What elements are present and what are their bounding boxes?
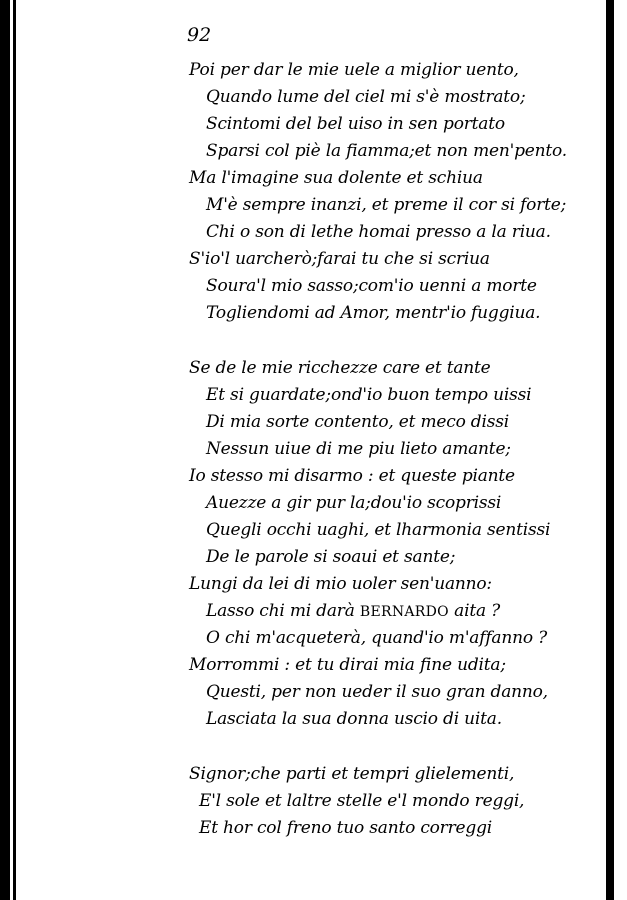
verse-line: Et si guardate;ond'io buon tempo uissi (206, 385, 532, 405)
verse-line: Nessun uiue di me piu lieto amante; (206, 439, 511, 459)
page-edge-line-left (13, 0, 16, 900)
dedicatee-name: BERNARDO (359, 604, 449, 620)
verse-line (206, 603, 500, 620)
verse-line: Se de le mie ricchezze care et tante (189, 358, 491, 378)
verse-line: O chi m'acqueterà, quand'io m'affanno ? (206, 628, 547, 648)
verse-line: Ma l'imagine sua dolente et schiua (189, 168, 483, 188)
verse-line: De le parole si soaui et sante; (206, 547, 456, 567)
verse-line: S'io'l uarcherò;farai tu che si scriua (189, 249, 490, 269)
verse-line: Poi per dar le mie uele a miglior uento, (189, 60, 519, 80)
verse-line: Auezze a gir pur la;dou'io scoprissi (206, 493, 502, 513)
verse-text: Lasso chi mi darà (206, 601, 360, 621)
verse-line: Signor;che parti et tempri glielementi, (189, 764, 515, 784)
verse-text: aita ? (448, 601, 500, 621)
verse-line: E'l sole et laltre stelle e'l mondo reggi, (199, 791, 525, 811)
verse-line: Soura'l mio sasso;com'io uenni a morte (206, 276, 537, 296)
page-edge-shadow-right (606, 0, 614, 900)
verse-line: Sparsi col piè la fiamma;et non men'pento. (206, 141, 567, 161)
verse-line: Togliendomi ad Amor, mentr'io fuggiua. (206, 303, 541, 323)
verse-line: Quando lume del ciel mi s'è mostrato; (206, 87, 526, 107)
page-edge-shadow-left (0, 0, 10, 900)
verse-line: Chi o son di lethe homai presso a la riua. (206, 222, 551, 242)
verse-line: Quegli occhi uaghi, et lharmonia sentissi (206, 520, 551, 540)
verse-line: Scintomi del bel uiso in sen portato (206, 114, 505, 134)
verse-line: Di mia sorte contento, et meco dissi (206, 412, 510, 432)
verse-line: Et hor col freno tuo santo correggi (199, 818, 492, 838)
verse-line: Lungi da lei di mio uoler sen'uanno: (189, 574, 492, 594)
verse-line: Lasciata la sua donna uscio di uita. (206, 709, 502, 729)
verse-line: Questi, per non ueder il suo gran danno, (206, 682, 548, 702)
verse-line: Morrommi : et tu dirai mia fine udita; (189, 655, 506, 675)
verse-line: M'è sempre inanzi, et preme il cor si forte; (206, 195, 567, 215)
verse-line: Io stesso mi disarmo : et queste piante (189, 466, 515, 486)
page-number: 92 (187, 24, 212, 46)
